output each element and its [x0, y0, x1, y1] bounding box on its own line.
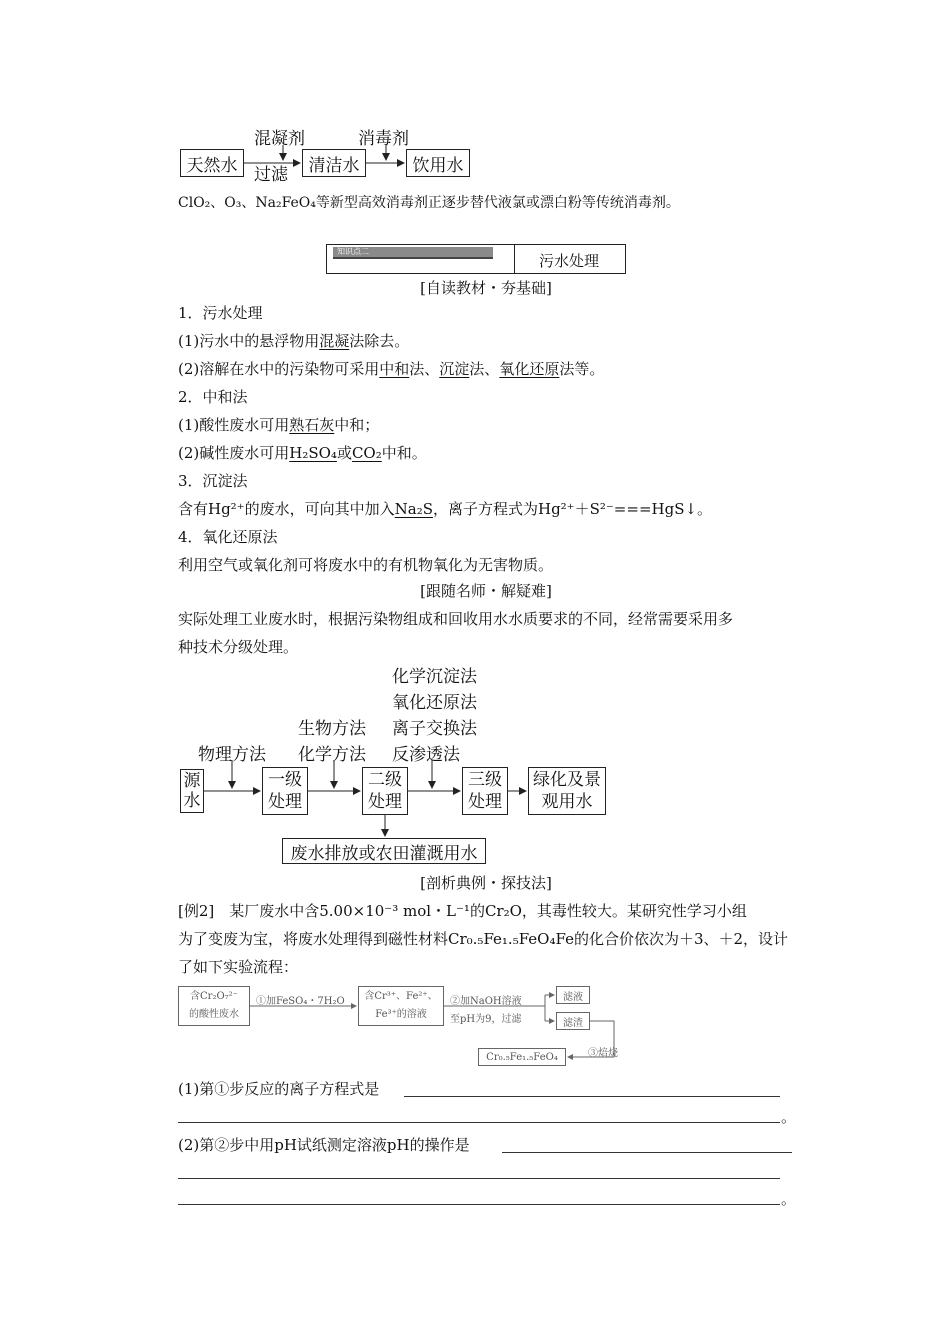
paragraph-line1: 实际处理工业废水时，根据污染物组成和回收用水水质要求的不同，经常需要采用多: [178, 610, 734, 628]
method-ion-exchange: 离子交换法: [392, 719, 477, 739]
point1-title: 1．污水处理: [178, 304, 263, 322]
text: 含有Hg²⁺的废水，可向其中加入: [178, 500, 395, 518]
text: 中和。: [381, 444, 427, 462]
clean-water-box: 清洁水: [302, 149, 366, 177]
secondary-treatment-box: [362, 767, 408, 815]
point3-title: 3．沉淀法: [178, 472, 248, 490]
text: 含Cr³⁺、Fe²⁺、: [364, 991, 438, 1002]
method-reverse-osmosis: 反渗透法: [392, 745, 460, 765]
text: Fe³⁺的溶液: [375, 1009, 427, 1020]
answer: H₂SO₄: [289, 444, 337, 462]
step3-label: ③焙烧: [588, 1048, 618, 1059]
text: 法等。: [559, 360, 605, 378]
method-biological: 生物方法: [298, 719, 366, 739]
text: 中和；: [334, 416, 380, 434]
method-chemical: 化学方法: [298, 745, 366, 765]
answer: 中和: [379, 360, 410, 378]
q2-answer-line3[interactable]: [178, 1204, 780, 1205]
q1-end-mark: 。: [781, 1108, 797, 1126]
point2-title: 2．中和法: [178, 388, 248, 406]
text: 处理: [268, 792, 302, 812]
landscape-water-box: [528, 767, 606, 815]
acid-waste-box: [178, 986, 250, 1026]
section-divider: [514, 245, 515, 273]
ion-solution-box: [358, 986, 444, 1026]
q1-answer-line2[interactable]: [178, 1122, 780, 1123]
primary-treatment-box: [262, 767, 308, 815]
answer: 混凝: [319, 332, 350, 350]
drinking-water-box: 饮用水: [406, 149, 470, 177]
answer: 熟石灰: [289, 416, 335, 434]
answer: Na₂S: [394, 500, 433, 518]
text: ，离子方程式为Hg²⁺＋S²⁻===HgS↓。: [432, 500, 713, 518]
text: 处理: [368, 792, 402, 812]
coagulant-label: 混凝剂: [254, 129, 305, 149]
source-water-box: [180, 769, 204, 813]
step1-label: ①加FeSO₄・7H₂O: [256, 996, 345, 1007]
text: 含Cr₂O₇²⁻: [190, 991, 238, 1002]
example-line2: 为了变废为宝，将废水处理得到磁性材料Cr₀.₅Fe₁.₅FeO₄Fe的化合价依次为＋3、＋2，设计: [178, 930, 789, 948]
method-chem-precip: 化学沉淀法: [392, 667, 477, 687]
text: (2)溶解在水中的污染物可采用: [178, 360, 380, 378]
disinfectant-label: 消毒剂: [358, 129, 409, 149]
filter-label: 过滤: [254, 165, 288, 185]
answer: CO₂: [351, 444, 382, 462]
product-box: Cr₀.₅Fe₁.₅FeO₄: [478, 1048, 566, 1066]
section-tag-bar: [333, 247, 493, 259]
q2-answer-line1[interactable]: [502, 1152, 792, 1153]
text: 一级: [268, 770, 302, 790]
section-tag: 知识点二: [337, 247, 369, 256]
text: 三级: [468, 770, 502, 790]
q2-end-mark: 。: [781, 1190, 797, 1208]
residue-box: 滤渣: [556, 1012, 590, 1030]
q1-answer-line1[interactable]: [404, 1096, 780, 1097]
answer: 氧化还原: [499, 360, 560, 378]
text: 水: [183, 791, 201, 811]
question2: (2)第②步中用pH试纸测定溶液pH的操作是: [178, 1136, 470, 1154]
text: (1)酸性废水可用: [178, 416, 290, 434]
point4-title: 4．氧化还原法: [178, 528, 278, 546]
example-line3: 了如下实验流程：: [178, 958, 299, 976]
text: 法除去。: [349, 332, 410, 350]
text: 二级: [368, 770, 402, 790]
text: 法、: [469, 360, 500, 378]
step2-label-b: 至pH为9，过滤: [450, 1014, 522, 1025]
text: 或: [336, 444, 352, 462]
text: (2)碱性废水可用: [178, 444, 290, 462]
section-header: [326, 244, 626, 274]
subtitle-read: [自读教材・夯基础]: [420, 279, 552, 297]
q2-answer-line2[interactable]: [178, 1178, 780, 1179]
tertiary-treatment-box: [462, 767, 508, 815]
natural-water-box: 天然水: [180, 149, 244, 177]
method-physical: 物理方法: [198, 745, 266, 765]
point2-line2: [178, 442, 427, 463]
point1-line1: [178, 330, 409, 351]
point4-text: 利用空气或氧化剂可将废水中的有机物氧化为无害物质。: [178, 556, 554, 574]
text: 观用水: [541, 792, 593, 812]
text: 法、: [409, 360, 440, 378]
intro-sentence: ClO₂、O₃、Na₂FeO₄等新型高效消毒剂正逐步替代液氯或漂白粉等传统消毒剂。: [178, 195, 680, 211]
filtrate-box: 滤液: [556, 986, 590, 1004]
point2-line1: [178, 414, 379, 435]
paragraph-line2: 种技术分级处理。: [178, 638, 299, 656]
text: 绿化及景: [533, 770, 601, 790]
method-redox: 氧化还原法: [392, 693, 477, 713]
text: 源: [183, 771, 201, 791]
discharge-box: 废水排放或农田灌溉用水: [282, 838, 486, 864]
flow1-arrows: [0, 0, 950, 260]
text: (1)污水中的悬浮物用: [178, 332, 320, 350]
point3-line: [178, 498, 712, 519]
subtitle-example: [剖析典例・探技法]: [420, 874, 552, 892]
step2-label-a: ②加NaOH溶液: [450, 996, 522, 1007]
question1: (1)第①步反应的离子方程式是: [178, 1080, 380, 1098]
section-title: 污水处理: [539, 252, 600, 270]
text: 处理: [468, 792, 502, 812]
text: 的酸性废水: [189, 1009, 239, 1020]
point1-line2: [178, 358, 604, 379]
subtitle-teacher: [跟随名师・解疑难]: [420, 582, 552, 600]
answer: 沉淀: [439, 360, 470, 378]
example-line1: [例2] 某厂废水中含5.00×10⁻³ mol・L⁻¹的Cr₂O，其毒性较大。某研究性学习小组: [178, 902, 747, 920]
